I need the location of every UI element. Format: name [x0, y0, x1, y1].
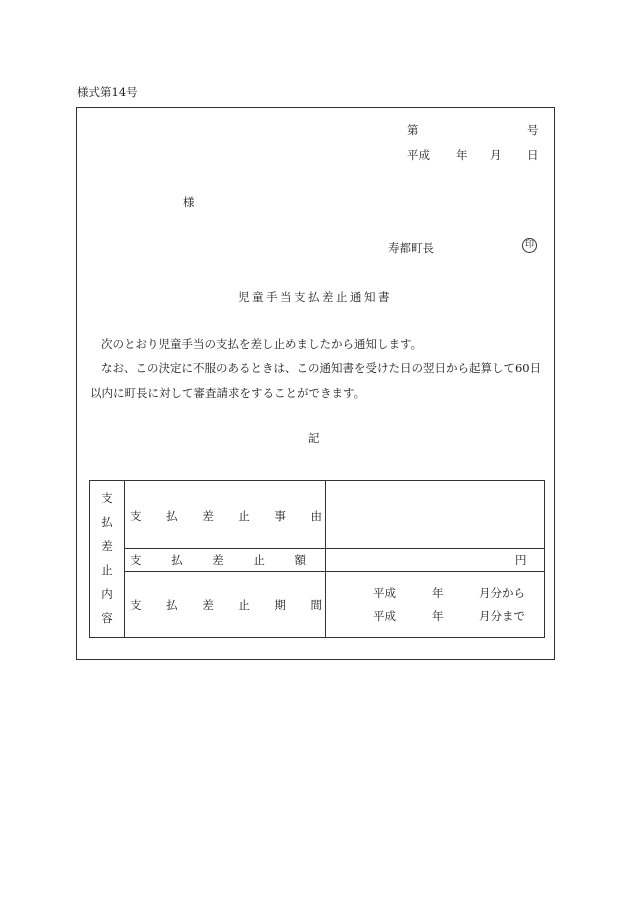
- addressee-honorific: 様: [183, 195, 195, 209]
- side-label-char: 差: [101, 539, 113, 553]
- label-char: 額: [294, 553, 306, 567]
- label-char: 止: [238, 509, 250, 523]
- seal-mark-icon: 印: [522, 238, 537, 253]
- label-char: 差: [212, 553, 224, 567]
- ki-label: 記: [308, 431, 320, 445]
- label-char: 間: [310, 598, 322, 612]
- date-day-label: 日: [527, 148, 539, 162]
- period-from-era: 平成: [373, 586, 396, 600]
- side-label-char: 容: [101, 611, 113, 625]
- date-era: 平成: [407, 148, 430, 162]
- label-char: 払: [166, 509, 178, 523]
- label-char: 支: [130, 553, 142, 567]
- table-divider-value: [325, 481, 326, 637]
- side-label-char: 内: [101, 587, 113, 601]
- label-char: 差: [202, 598, 214, 612]
- form-number-label: 様式第14号: [77, 85, 138, 99]
- label-char: 由: [310, 509, 322, 523]
- label-char: 期: [274, 598, 286, 612]
- label-char: 止: [238, 598, 250, 612]
- period-to-year-label: 年: [432, 609, 444, 623]
- label-char: 支: [130, 509, 142, 523]
- period-to-month-label: 月分まで: [479, 609, 525, 623]
- side-label-char: 払: [101, 515, 113, 529]
- body-paragraph-2: なお、この決定に不服のあるときは、この通知書を受けた日の翌日から起算して60日以内に町長に対して審査請求をすることができます。: [90, 361, 542, 400]
- issuer-name: 寿都町長: [388, 241, 434, 255]
- label-char: 払: [166, 598, 178, 612]
- number-suffix: 号: [527, 123, 539, 137]
- label-char: 支: [130, 598, 142, 612]
- period-from-month-label: 月分から: [479, 586, 525, 600]
- row-label-suspension-reason: [130, 508, 322, 524]
- row-label-suspension-amount: [130, 552, 306, 568]
- period-from-year-label: 年: [432, 586, 444, 600]
- date-month-label: 月: [490, 148, 502, 162]
- table-divider-side: [124, 481, 125, 637]
- row-label-suspension-period: [130, 597, 322, 613]
- table-row-divider-2: [124, 571, 544, 572]
- label-char: 払: [171, 553, 183, 567]
- label-char: 差: [202, 509, 214, 523]
- side-label-payment-suspension-details: [90, 481, 124, 637]
- side-label-char: 止: [101, 563, 113, 577]
- number-prefix: 第: [407, 123, 419, 137]
- date-year-label: 年: [456, 148, 468, 162]
- side-label-char: 支: [101, 491, 113, 505]
- label-char: 止: [253, 553, 265, 567]
- period-to-era: 平成: [373, 609, 396, 623]
- detail-table: [89, 480, 545, 638]
- table-row-divider-1: [124, 548, 544, 549]
- document-title: 児童手当支払差止通知書: [238, 290, 392, 304]
- amount-yen-unit: 円: [515, 553, 527, 567]
- body-paragraph-1: 次のとおり児童手当の支払を差し止めましたから通知します。: [101, 337, 423, 351]
- label-char: 事: [274, 509, 286, 523]
